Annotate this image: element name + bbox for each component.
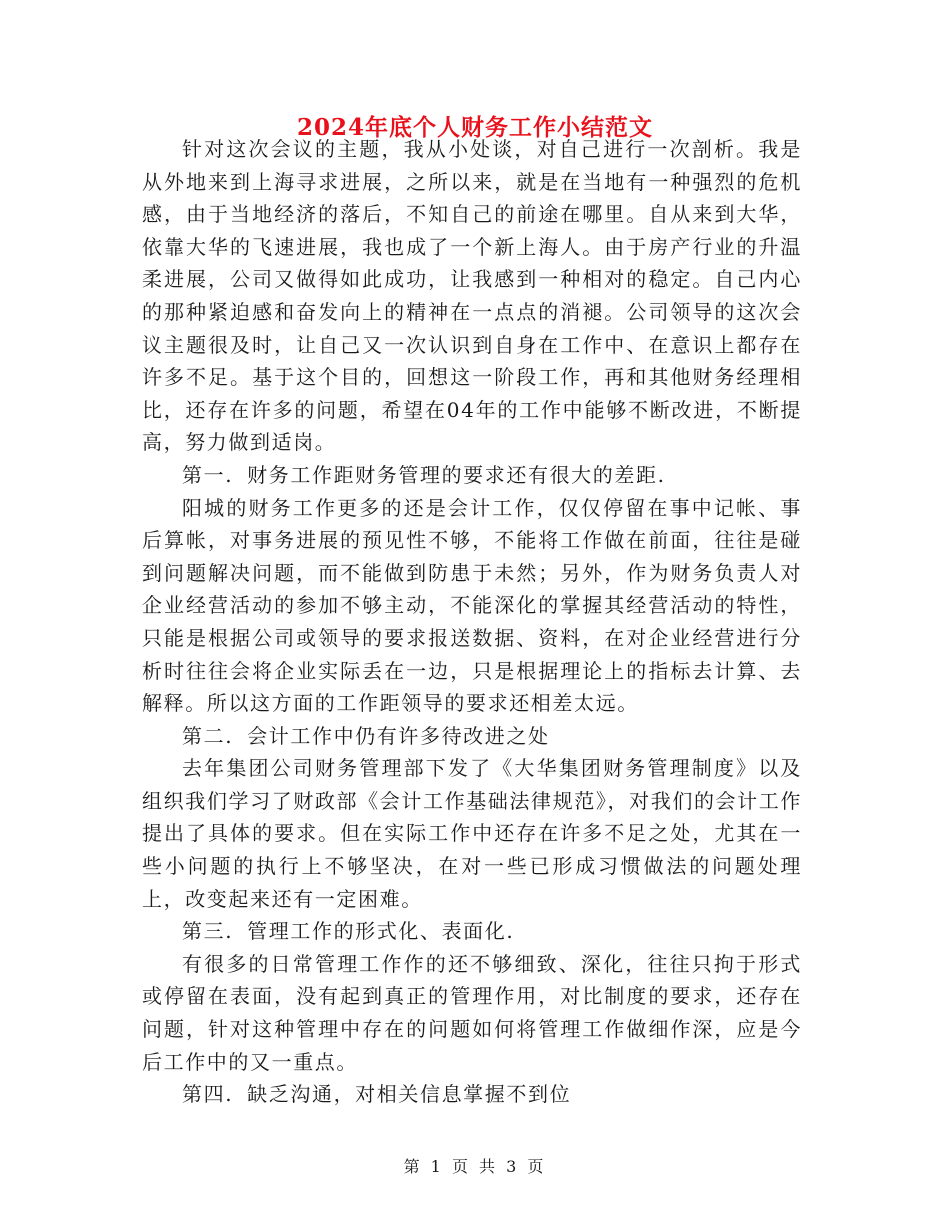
section-heading-3 [142, 915, 802, 948]
page-footer: 第 1 页 共 3 页 [403, 1157, 547, 1176]
section-title-1: 财务工作距财务管理的要求还有很大的差距. [247, 462, 666, 487]
section-paragraph-3: 有很多的日常管理工作作的还不够细致、深化，往往只拘于形式或停留在表面，没有起到真正的管理作用，对比制度的要求，还存在问题，针对这种管理中存在的问题如何将管理工作做细作深，应是今后工作中的又一重点。 [142, 951, 802, 1074]
intro-paragraph: 针对这次会议的主题，我从小处谈，对自己进行一次剖析。我是从外地来到上海寻求进展，之所以来，就是在当地有一种强烈的危机感，由于当地经济的落后，不知自己的前途在哪里。自从来到大华，依靠大华的飞速进展，我也成了一个新上海人。由于房产行业的升温柔进展，公司又做得如此成功，让我感到一种相对的稳定。自己内心的那种紧迫感和奋发向上的精神在一点点的消褪。公司领导的这次会议主题很及时，让自己又一次认识到自身在工作中、在意识上都存在许多不足。基于这个目的，回想这一阶段工作，再和其他财务经理相比，还存在许多的问题，希望在04年的工作中能够不断改进，不断提高，努力做到适岗。 [142, 137, 802, 455]
document-body [142, 133, 802, 1111]
document-title: 2024年底个人财务工作小结范文 [296, 114, 653, 141]
section-number-2: 第二. [182, 723, 234, 748]
section-number-3: 第三. [182, 919, 234, 944]
section-heading-4 [142, 1078, 802, 1111]
section-paragraph-1: 阳城的财务工作更多的还是会计工作，仅仅停留在事中记帐、事后算帐，对事务进展的预见性不够，不能将工作做在前面，往往是碰到问题解决问题，而不能做到防患于未然；另外，作为财务负责人对企业经营活动的参加不够主动，不能深化的掌握其经营活动的特性，只能是根据公司或领导的要求报送数据、资料，在对企业经营进行分析时往往会将企业实际丢在一边，只是根据理论上的指标去计算、去解释。所以这方面的工作距领导的要求还相差太远。 [142, 495, 802, 716]
section-title-2: 会计工作中仍有许多待改进之处 [247, 723, 550, 748]
section-number-4: 第四. [182, 1082, 234, 1107]
section-title-3: 管理工作的形式化、表面化. [247, 919, 515, 944]
section-title-4: 缺乏沟通，对相关信息掌握不到位 [247, 1082, 572, 1107]
section-heading-1 [142, 459, 802, 492]
section-paragraph-2: 去年集团公司财务管理部下发了《大华集团财务管理制度》以及组织我们学习了财政部《会计工作基础法律规范》，对我们的会计工作提出了具体的要求。但在实际工作中还存在许多不足之处，尤其在一些小问题的执行上不够坚决，在对一些已形成习惯做法的问题处理上，改变起来还有一定困难。 [142, 756, 802, 911]
section-number-1: 第一. [182, 462, 234, 487]
section-heading-2 [142, 720, 802, 753]
